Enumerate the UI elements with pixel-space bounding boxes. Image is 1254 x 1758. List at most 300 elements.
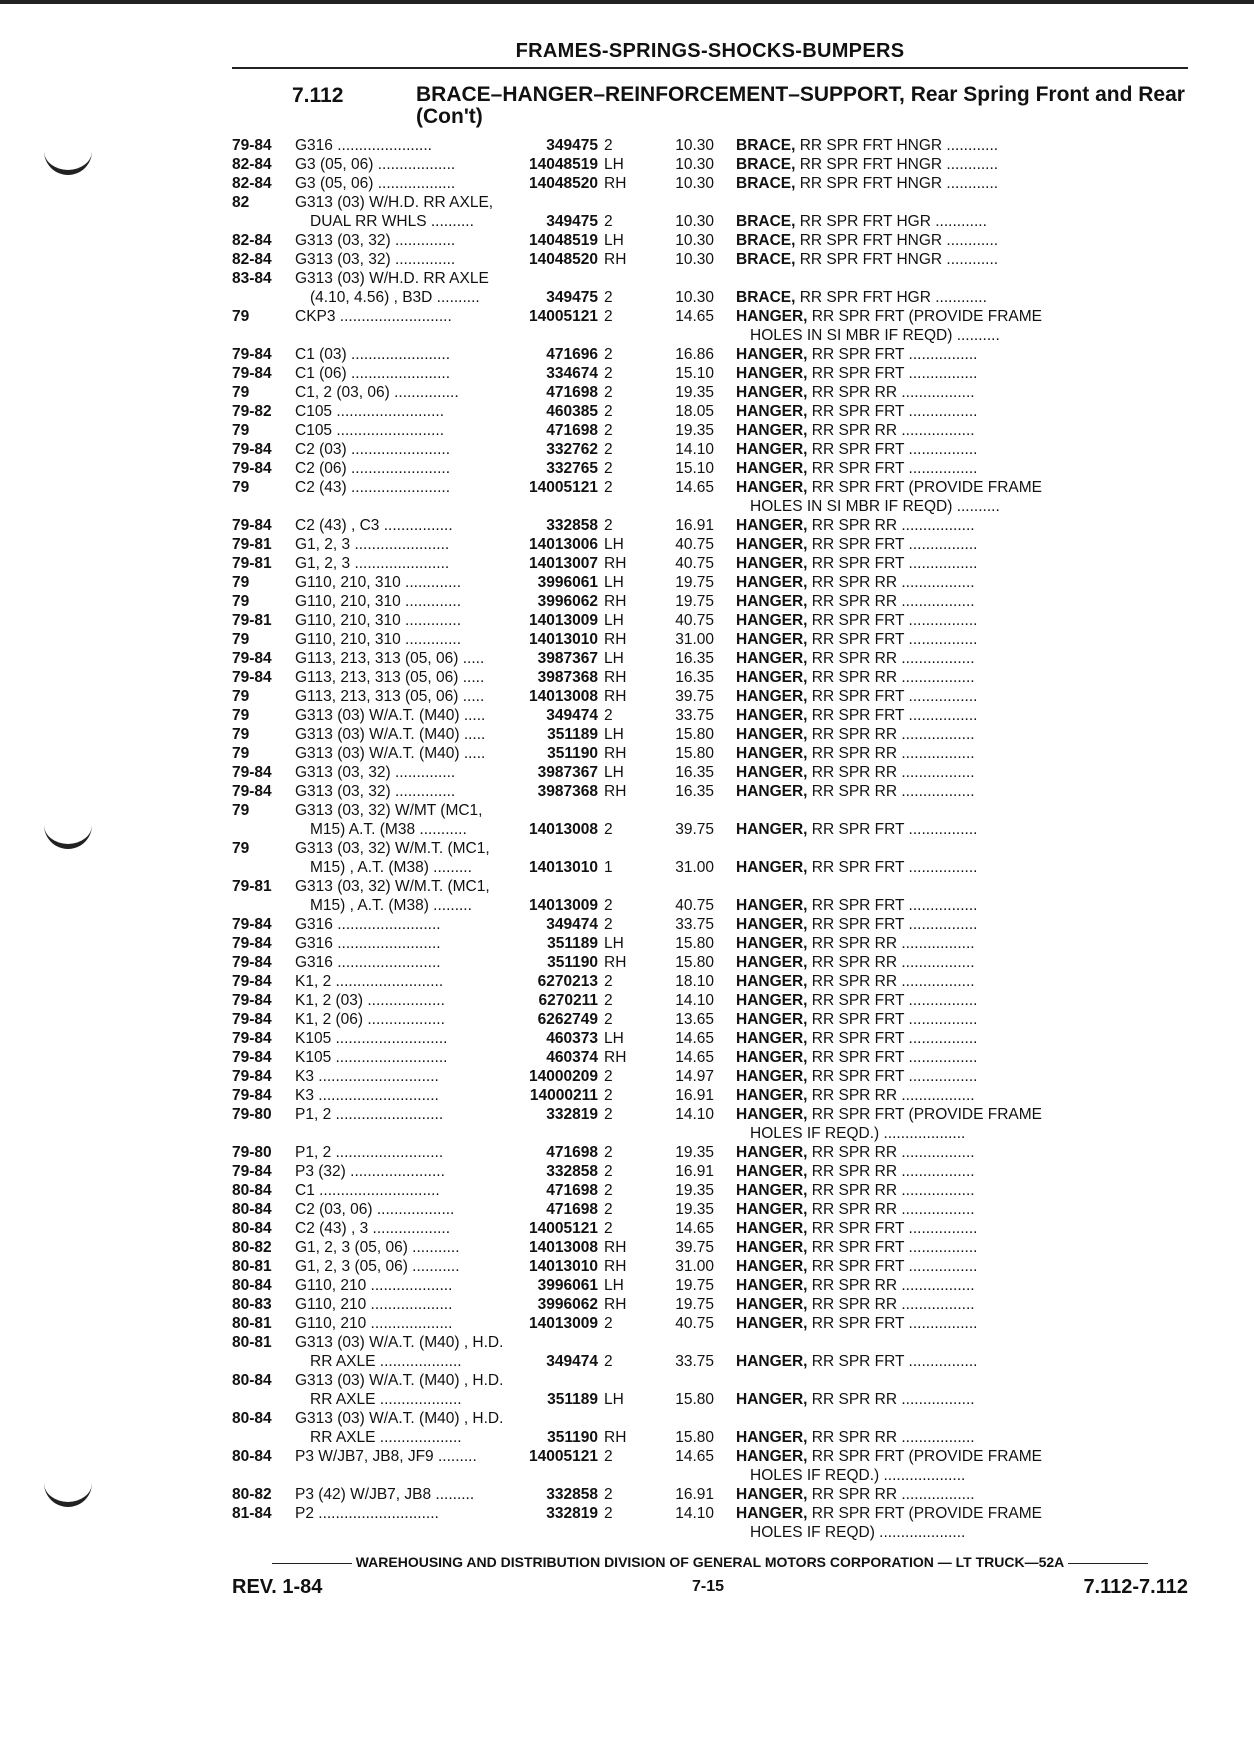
- description-lead: BRACE,: [736, 232, 796, 249]
- part-number: 3987368: [537, 783, 598, 800]
- description-text: RR SPR RR .................: [807, 1163, 975, 1180]
- year-range: 79-80: [232, 1144, 272, 1161]
- description: [736, 402, 1068, 421]
- year-range: 82-84: [232, 156, 272, 173]
- description: [736, 1447, 1068, 1466]
- model-code: G313 (03) W/A.T. (M40) , H.D.: [295, 1410, 504, 1427]
- description: [736, 1238, 1068, 1257]
- price: 14.65: [675, 1448, 714, 1465]
- quantity: LH: [604, 232, 624, 249]
- model-code: P2 ............................: [295, 1505, 439, 1522]
- year-range: 79-84: [232, 460, 272, 477]
- table-row: [232, 1048, 1192, 1067]
- table-row: [232, 820, 1192, 839]
- description: [736, 421, 1068, 440]
- model-code: G313 (03) W/H.D. RR AXLE,: [295, 194, 494, 211]
- year-range: 80-81: [232, 1315, 272, 1332]
- year-range: 80-84: [232, 1220, 272, 1237]
- description: [736, 1067, 1068, 1086]
- description-text: RR SPR RR .................: [807, 764, 975, 781]
- description-text: RR SPR FRT ................: [807, 346, 978, 363]
- year-range: 79-80: [232, 1106, 272, 1123]
- description: [736, 516, 1068, 535]
- description-text: RR SPR FRT ................: [807, 631, 978, 648]
- price: 33.75: [675, 707, 714, 724]
- year-range: 79-81: [232, 612, 272, 629]
- description-lead: HANGER,: [736, 1011, 808, 1028]
- description-text: RR SPR RR .................: [807, 422, 975, 439]
- top-border: [0, 0, 1254, 4]
- description-lead: HANGER,: [736, 935, 808, 952]
- price: 16.35: [675, 764, 714, 781]
- description-lead: HANGER,: [736, 1486, 808, 1503]
- year-range: 79: [232, 745, 250, 762]
- description: [736, 497, 1082, 516]
- description-lead: BRACE,: [736, 175, 796, 192]
- header-rule: [232, 67, 1188, 69]
- table-row: [232, 1314, 1192, 1333]
- price: 19.35: [675, 1144, 714, 1161]
- price: 18.05: [675, 403, 714, 420]
- year-range: 79: [232, 688, 250, 705]
- footer-organization: [232, 1554, 1188, 1570]
- quantity: 2: [604, 916, 613, 933]
- year-range: 79-84: [232, 346, 272, 363]
- quantity: LH: [604, 156, 624, 173]
- price: 15.80: [675, 935, 714, 952]
- description: [736, 953, 1068, 972]
- model-code: K3 ............................: [295, 1068, 439, 1085]
- description-lead: BRACE,: [736, 156, 796, 173]
- description: [736, 725, 1068, 744]
- description-text: HOLES IF REQD.) ...................: [750, 1125, 966, 1142]
- part-number: 14013010: [529, 631, 598, 648]
- quantity: 2: [604, 1011, 613, 1028]
- model-code: G313 (03, 32) ..............: [295, 783, 456, 800]
- part-number: 471698: [546, 1201, 598, 1218]
- description-lead: HANGER,: [736, 1030, 808, 1047]
- part-number: 332819: [546, 1106, 598, 1123]
- year-range: 79-84: [232, 517, 272, 534]
- model-code: G110, 210, 310 .............: [295, 612, 462, 629]
- table-row: [232, 1200, 1192, 1219]
- part-number: 14013006: [529, 536, 598, 553]
- description: [736, 1390, 1068, 1409]
- table-row: [232, 1010, 1192, 1029]
- description-text: RR SPR RR .................: [807, 726, 975, 743]
- quantity: LH: [604, 574, 624, 591]
- year-range: 79-81: [232, 555, 272, 572]
- quantity: 2: [604, 137, 613, 154]
- table-row: [232, 1086, 1192, 1105]
- part-number: 349474: [546, 916, 598, 933]
- model-code: K1, 2 (06) ..................: [295, 1011, 445, 1028]
- year-range: 79: [232, 707, 250, 724]
- model-code: G1, 2, 3 (05, 06) ...........: [295, 1239, 460, 1256]
- description: [736, 1048, 1068, 1067]
- description-lead: HANGER,: [736, 707, 808, 724]
- description-text: RR SPR RR .................: [807, 745, 975, 762]
- description: [736, 1200, 1068, 1219]
- year-range: 79-84: [232, 1068, 272, 1085]
- year-range: 79: [232, 479, 250, 496]
- year-range: 79: [232, 574, 250, 591]
- year-range: 79-82: [232, 403, 272, 420]
- table-row: [232, 307, 1192, 326]
- model-code: K105 ..........................: [295, 1049, 448, 1066]
- description-lead: BRACE,: [736, 251, 796, 268]
- description: [736, 1485, 1068, 1504]
- model-code: G313 (03) W/H.D. RR AXLE: [295, 270, 489, 287]
- part-number: 14000211: [529, 1087, 598, 1104]
- model-code: C2 (43) , 3 ..................: [295, 1220, 451, 1237]
- quantity: RH: [604, 631, 627, 648]
- description-lead: HANGER,: [736, 954, 808, 971]
- model-code: G313 (03) W/A.T. (M40) .....: [295, 707, 486, 724]
- price: 15.80: [675, 1391, 714, 1408]
- quantity: 2: [604, 1163, 613, 1180]
- quantity: RH: [604, 1258, 627, 1275]
- model-code: G316 ........................: [295, 935, 441, 952]
- price: 14.10: [675, 1505, 714, 1522]
- description: [736, 1219, 1068, 1238]
- part-number: 14005121: [529, 308, 598, 325]
- model-code: C2 (03, 06) ..................: [295, 1201, 455, 1218]
- description-lead: HANGER,: [736, 1448, 808, 1465]
- part-number: 14048520: [529, 175, 598, 192]
- part-number: 332858: [546, 1486, 598, 1503]
- description-lead: HANGER,: [736, 1068, 808, 1085]
- model-code: C1, 2 (03, 06) ...............: [295, 384, 459, 401]
- part-number: 14005121: [529, 1220, 598, 1237]
- table-row: [232, 1067, 1192, 1086]
- year-range: 81-84: [232, 1505, 272, 1522]
- price: 19.35: [675, 384, 714, 401]
- part-number: 3987367: [537, 764, 598, 781]
- table-row: [232, 1428, 1192, 1447]
- table-row: [232, 288, 1192, 307]
- year-range: 80-84: [232, 1410, 272, 1427]
- subsection-title: BRACE–HANGER–REINFORCEMENT–SUPPORT, Rear Spring Front and Rear (Con't): [416, 83, 1185, 128]
- table-row: [232, 383, 1192, 402]
- description-text: RR SPR RR .................: [807, 935, 975, 952]
- year-range: 79-84: [232, 973, 272, 990]
- year-range: 79: [232, 726, 250, 743]
- description-text: RR SPR FRT ................: [807, 403, 978, 420]
- part-number: 14013010: [529, 1258, 598, 1275]
- description: [736, 1181, 1068, 1200]
- price: 16.35: [675, 650, 714, 667]
- price: 19.35: [675, 422, 714, 439]
- description: [736, 1466, 1082, 1485]
- model-code: C2 (03) .......................: [295, 441, 451, 458]
- year-range: 79-84: [232, 916, 272, 933]
- model-code: C2 (43) , C3 ................: [295, 517, 453, 534]
- table-row: [232, 174, 1192, 193]
- price: 16.91: [675, 517, 714, 534]
- table-row: [232, 1390, 1192, 1409]
- year-range: 79-84: [232, 1087, 272, 1104]
- quantity: 2: [604, 1068, 613, 1085]
- description: [736, 782, 1068, 801]
- quantity: 2: [604, 517, 613, 534]
- table-row: [232, 478, 1192, 497]
- quantity: LH: [604, 650, 624, 667]
- description-text: RR SPR FRT ................: [807, 1068, 978, 1085]
- description-lead: HANGER,: [736, 479, 808, 496]
- year-range: 79: [232, 308, 250, 325]
- table-row: [232, 592, 1192, 611]
- description: [736, 535, 1068, 554]
- part-number: 14013010: [529, 859, 598, 876]
- quantity: LH: [604, 935, 624, 952]
- description-text: RR SPR FRT HNGR ............: [795, 175, 999, 192]
- description: [736, 934, 1068, 953]
- description-lead: HANGER,: [736, 365, 808, 382]
- table-row: [232, 1352, 1192, 1371]
- description-lead: HANGER,: [736, 1239, 808, 1256]
- year-range: 79-84: [232, 764, 272, 781]
- price: 33.75: [675, 1353, 714, 1370]
- table-row: [232, 725, 1192, 744]
- description-lead: HANGER,: [736, 1391, 808, 1408]
- price: 14.10: [675, 441, 714, 458]
- description-text: RR SPR FRT ................: [807, 1315, 978, 1332]
- year-range: 79-84: [232, 1030, 272, 1047]
- description-text: RR SPR FRT ................: [807, 1220, 978, 1237]
- quantity: 2: [604, 897, 613, 914]
- table-row: [232, 269, 1192, 288]
- description: [736, 630, 1068, 649]
- description-lead: HANGER,: [736, 308, 808, 325]
- description: [736, 1086, 1068, 1105]
- model-code: P3 W/JB7, JB8, JF9 .........: [295, 1448, 477, 1465]
- description: [736, 763, 1068, 782]
- quantity: RH: [604, 593, 627, 610]
- price: 14.65: [675, 1220, 714, 1237]
- table-row: [232, 1105, 1192, 1124]
- quantity: 2: [604, 441, 613, 458]
- description-text: RR SPR FRT ................: [807, 365, 978, 382]
- price: 10.30: [675, 232, 714, 249]
- part-number: 14013008: [529, 1239, 598, 1256]
- year-range: 80-81: [232, 1334, 272, 1351]
- table-row: [232, 1504, 1192, 1523]
- description: [736, 307, 1068, 326]
- table-row: [232, 1409, 1192, 1428]
- description: [736, 1143, 1068, 1162]
- description-lead: HANGER,: [736, 992, 808, 1009]
- part-number: 14005121: [529, 479, 598, 496]
- description-lead: HANGER,: [736, 688, 808, 705]
- description: [736, 1504, 1068, 1523]
- model-code: G313 (03, 32) W/M.T. (MC1,: [295, 878, 490, 895]
- description: [736, 820, 1068, 839]
- model-code: G1, 2, 3 ......................: [295, 555, 450, 572]
- description: [736, 364, 1068, 383]
- model-code: G313 (03, 32) W/MT (MC1,: [295, 802, 483, 819]
- year-range: 80-84: [232, 1201, 272, 1218]
- quantity: 2: [604, 1315, 613, 1332]
- model-code: G3 (05, 06) ..................: [295, 156, 456, 173]
- model-code: G313 (03, 32) W/M.T. (MC1,: [295, 840, 490, 857]
- table-row: [232, 1333, 1192, 1352]
- price: 31.00: [675, 1258, 714, 1275]
- description: [736, 1029, 1068, 1048]
- description-text: RR SPR FRT ................: [807, 1239, 978, 1256]
- price: 31.00: [675, 859, 714, 876]
- table-row: [232, 1181, 1192, 1200]
- description-text: HOLES IN SI MBR IF REQD) ..........: [750, 498, 1000, 515]
- model-code: G316 ........................: [295, 954, 441, 971]
- part-number: 351190: [547, 1429, 598, 1446]
- description-lead: HANGER,: [736, 1353, 808, 1370]
- table-row: [232, 763, 1192, 782]
- model-code: G110, 210 ...................: [295, 1277, 453, 1294]
- model-code: RR AXLE ...................: [310, 1353, 462, 1370]
- binder-hole-mark: [44, 822, 92, 849]
- description: [736, 858, 1068, 877]
- table-row: [232, 516, 1192, 535]
- description-text: RR SPR FRT HGR ............: [795, 289, 987, 306]
- part-number: 460373: [546, 1030, 598, 1047]
- price: 14.97: [675, 1068, 714, 1085]
- description-text: RR SPR FRT ................: [807, 821, 978, 838]
- year-range: 80-83: [232, 1296, 272, 1313]
- year-range: 79-84: [232, 137, 272, 154]
- model-code: P1, 2 .........................: [295, 1144, 444, 1161]
- table-row: [232, 326, 1192, 345]
- quantity: RH: [604, 251, 627, 268]
- year-range: 79: [232, 840, 250, 857]
- year-range: 79-84: [232, 783, 272, 800]
- description-text: RR SPR RR .................: [807, 1486, 975, 1503]
- description-text: RR SPR RR .................: [807, 1296, 975, 1313]
- quantity: 2: [604, 973, 613, 990]
- part-number: 471698: [546, 384, 598, 401]
- description: [736, 1010, 1068, 1029]
- part-number: 471696: [546, 346, 598, 363]
- description-lead: HANGER,: [736, 859, 808, 876]
- year-range: 79-84: [232, 935, 272, 952]
- part-number: 351189: [547, 1391, 598, 1408]
- description-text: RR SPR RR .................: [807, 1144, 975, 1161]
- part-number: 460374: [546, 1049, 598, 1066]
- table-row: [232, 155, 1192, 174]
- price: 40.75: [675, 555, 714, 572]
- part-number: 349474: [546, 1353, 598, 1370]
- table-row: [232, 1447, 1192, 1466]
- year-range: 79-84: [232, 441, 272, 458]
- model-code: DUAL RR WHLS ..........: [310, 213, 474, 230]
- price: 13.65: [675, 1011, 714, 1028]
- description: [736, 592, 1068, 611]
- quantity: RH: [604, 783, 627, 800]
- description-text: RR SPR FRT ................: [807, 992, 978, 1009]
- price: 10.30: [675, 213, 714, 230]
- table-row: [232, 535, 1192, 554]
- table-row: [232, 991, 1192, 1010]
- year-range: 79-84: [232, 650, 272, 667]
- part-number: 14048519: [529, 156, 598, 173]
- section-reference: 7.112-7.112: [1083, 1576, 1188, 1598]
- description-text: RR SPR RR .................: [807, 783, 975, 800]
- table-row: [232, 630, 1192, 649]
- year-range: 79: [232, 384, 250, 401]
- description: [736, 1352, 1068, 1371]
- quantity: RH: [604, 954, 627, 971]
- quantity: 2: [604, 460, 613, 477]
- part-number: 351190: [547, 745, 598, 762]
- price: 15.80: [675, 726, 714, 743]
- year-range: 79-84: [232, 1011, 272, 1028]
- table-row: [232, 858, 1192, 877]
- description-lead: HANGER,: [736, 764, 808, 781]
- model-code: M15) , A.T. (M38) .........: [310, 859, 472, 876]
- table-row: [232, 193, 1192, 212]
- quantity: RH: [604, 688, 627, 705]
- model-code: G110, 210 ...................: [295, 1315, 453, 1332]
- description-text: RR SPR RR .................: [807, 517, 975, 534]
- model-code: C2 (43) .......................: [295, 479, 451, 496]
- model-code: G313 (03) W/A.T. (M40) , H.D.: [295, 1372, 504, 1389]
- description: [736, 440, 1068, 459]
- model-code: C2 (06) .......................: [295, 460, 451, 477]
- table-row: [232, 839, 1192, 858]
- description-text: RR SPR RR .................: [807, 1391, 975, 1408]
- price: 16.91: [675, 1163, 714, 1180]
- description-lead: HANGER,: [736, 821, 808, 838]
- part-number: 332765: [546, 460, 598, 477]
- description-lead: BRACE,: [736, 289, 796, 306]
- description-lead: HANGER,: [736, 783, 808, 800]
- description-text: RR SPR FRT ................: [807, 1353, 978, 1370]
- page-number: 7-15: [692, 1578, 725, 1595]
- price: 10.30: [675, 156, 714, 173]
- description-text: RR SPR FRT (PROVIDE FRAME: [807, 1505, 1043, 1522]
- quantity: LH: [604, 536, 624, 553]
- price: 19.75: [675, 574, 714, 591]
- description-text: RR SPR FRT ................: [807, 707, 978, 724]
- part-number: 460385: [546, 403, 598, 420]
- table-row: [232, 1276, 1192, 1295]
- description-lead: HANGER,: [736, 1505, 808, 1522]
- quantity: 2: [604, 384, 613, 401]
- model-code: G313 (03, 32) ..............: [295, 764, 456, 781]
- model-code: G113, 213, 313 (05, 06) .....: [295, 650, 485, 667]
- description: [736, 554, 1068, 573]
- description-text: RR SPR FRT ................: [807, 1030, 978, 1047]
- model-code: G110, 210, 310 .............: [295, 631, 462, 648]
- description-lead: HANGER,: [736, 669, 808, 686]
- quantity: 2: [604, 346, 613, 363]
- description: [736, 1257, 1068, 1276]
- price: 39.75: [675, 688, 714, 705]
- description-lead: HANGER,: [736, 593, 808, 610]
- description-text: RR SPR FRT ................: [807, 536, 978, 553]
- quantity: 2: [604, 992, 613, 1009]
- quantity: LH: [604, 764, 624, 781]
- description-lead: HANGER,: [736, 346, 808, 363]
- table-row: [232, 345, 1192, 364]
- quantity: 2: [604, 1106, 613, 1123]
- quantity: 2: [604, 1448, 613, 1465]
- description: [736, 915, 1068, 934]
- description-text: RR SPR RR .................: [807, 574, 975, 591]
- quantity: RH: [604, 555, 627, 572]
- year-range: 79: [232, 631, 250, 648]
- table-row: [232, 1029, 1192, 1048]
